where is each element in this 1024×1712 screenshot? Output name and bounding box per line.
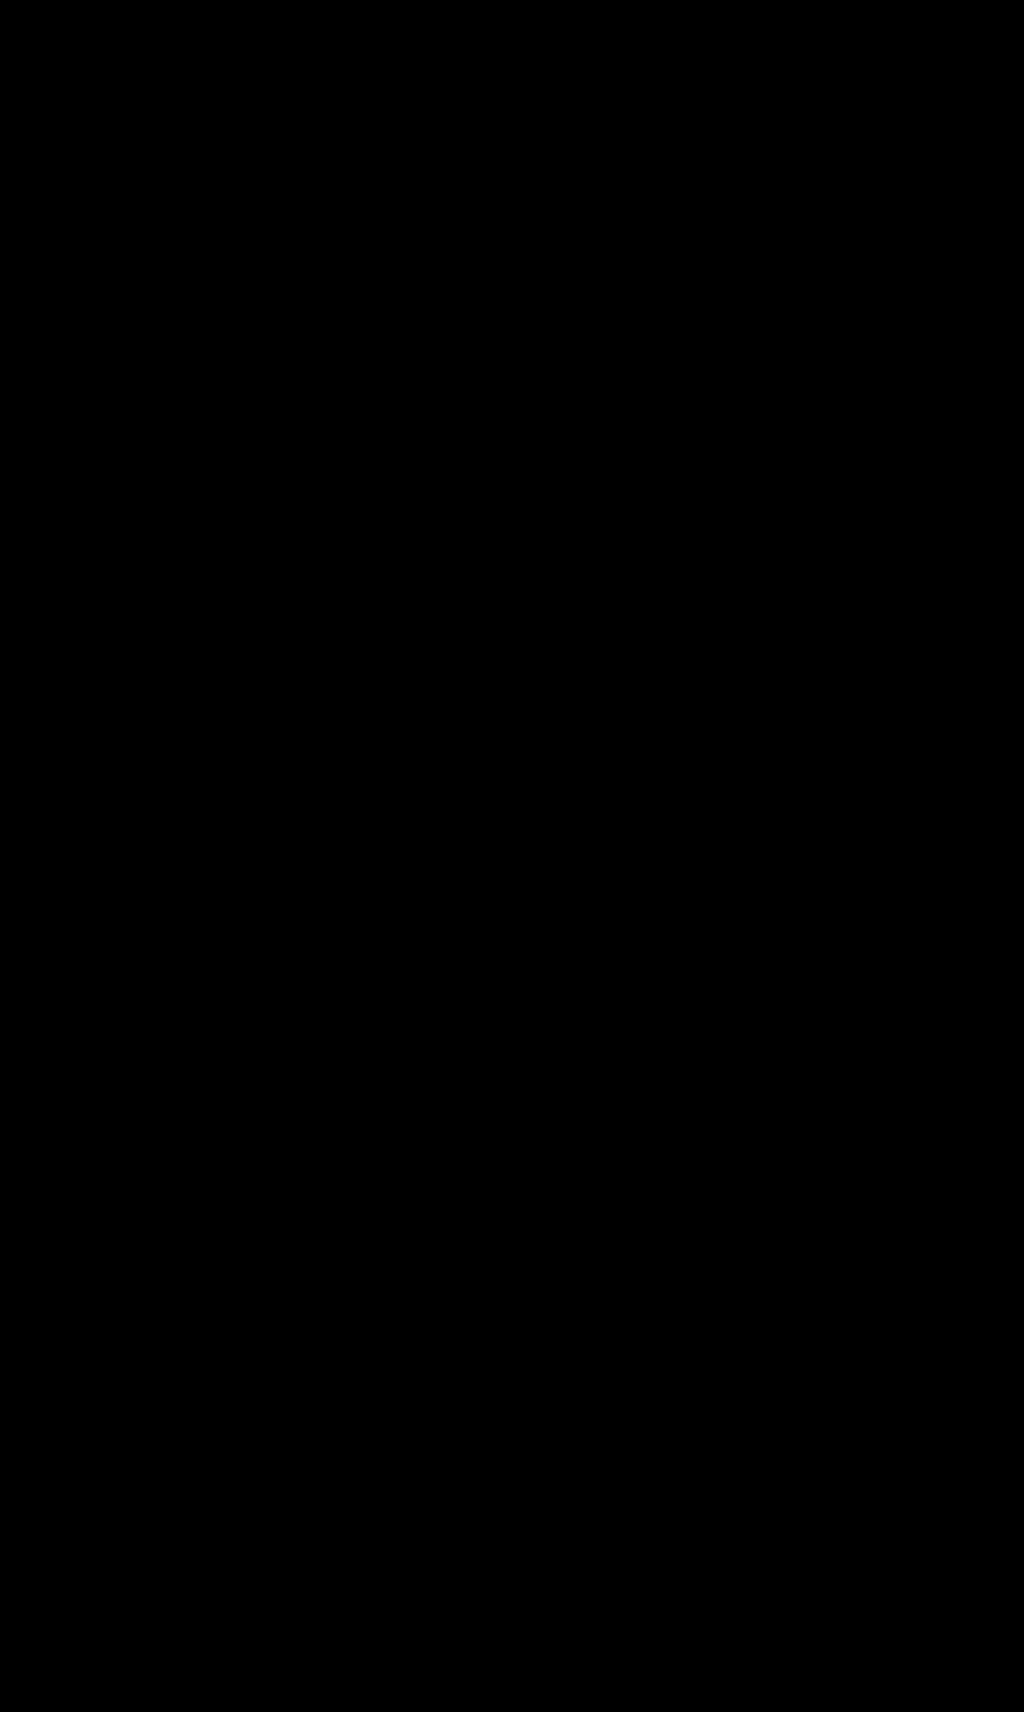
item-label: g) bbox=[67, 261, 85, 285]
item-line: 8.356.540 (osiem milionów trzysta pięćdziesiąt sześć tysięcy pięćset bbox=[162, 4, 787, 28]
section-line: zastrzeżeniem możliwości pozbawienia prawa poboru w trybie Art. 433 § 2 Kodeksu bbox=[84, 1113, 815, 1137]
section-line: Akcje mogą być umarzane w drodze obniżenia kapitału zakładowego lub z czystego bbox=[84, 1190, 810, 1214]
item-line: 10.087.026 (dziesięć milionów osiemdziesiąt siedem tysięcy dwadzieścia bbox=[162, 732, 815, 756]
item-text bbox=[162, 516, 1022, 603]
scan-speck bbox=[10, 1693, 12, 1695]
page-number: 3 bbox=[496, 1586, 507, 1610]
item-line: sześć) akcji zwykłych na okaziciela serii L o wartości nominalnej 10 gr. bbox=[162, 761, 807, 785]
item-label: f) bbox=[67, 154, 82, 178]
section-line: Pokrycie kapitału zakładowego może nastąpić przez przeniesienie do niego środków z bbox=[84, 946, 827, 970]
item-line: dwieście dziewięćdziesiąt osiem) akcji zwykłych na okaziciela serii J o wartości bbox=[162, 547, 854, 571]
item-line: 108.906.190 (sto osiem milionów dziewięćset sześć tysięcy sto bbox=[162, 623, 789, 647]
item-label: e) bbox=[67, 75, 84, 99]
item-line: wartości nominalnej 10 gr. (dziesięć groszy) każda; bbox=[162, 397, 605, 421]
item-text bbox=[162, 835, 1022, 922]
item-line: dziewięćdziesiąt) akcji serii F o wartości nominalnej 10 gr. (dziesięć groszy) bbox=[162, 290, 821, 314]
section-number: 6 bbox=[0, 1296, 11, 1320]
section-line: wpływów z emisji nad łączną wartością nominalną emitowanych akcji. bbox=[84, 1033, 696, 1057]
item-line: dziewięćdziesiąt) akcji zwykłych na okaziciela serii K o wartości nominalnej bbox=[162, 652, 826, 676]
section-line: Akcje na okaziciela nie mogą być zamienione na akcje imienne. bbox=[84, 1372, 636, 1396]
item-line: nominalnej 10 gr. (dziesięć groszy) każda. bbox=[162, 895, 526, 919]
item-line: nominalnej 10 gr. (dziesięć groszy) każda; bbox=[162, 576, 527, 600]
section-line: spółek handlowych. bbox=[84, 1142, 256, 1166]
item-line: 39.689.150 (trzydzieści dziewięć milionów sześćset osiemdziesiąt dziewięć bbox=[162, 154, 833, 178]
item-line: każda; bbox=[162, 212, 219, 236]
section-text bbox=[84, 1414, 1022, 1443]
item-text bbox=[162, 621, 1022, 708]
section-number: 8 bbox=[0, 1416, 11, 1440]
item-line: każda; bbox=[162, 319, 219, 343]
section-text bbox=[84, 1188, 1022, 1275]
section-line: zysku, pod warunkiem uzyskania uprzednio pisemnej zgody każdego z Akcjonariuszy, bbox=[84, 1219, 829, 1243]
section-line: Wszystkie akcje są akcjami zwykłymi. Na każdą akcję przypada 1 (jeden) głos na bbox=[84, 1296, 788, 1320]
item-line: 13.233.492 (słownie: trzynaście milionów dwieście trzydzieści trzy tysiące bbox=[162, 837, 808, 861]
section-text bbox=[84, 944, 1022, 1060]
item-line: 17.120.000 (siedemnaście milionów sto dwadzieścia tysięcy) akcji serii G o bbox=[162, 368, 815, 392]
section-text bbox=[84, 1294, 1022, 1352]
item-line: dwadzieścia) akcji serii D o wartości nominalnej 10 gr. (dziesięć groszy) każda; bbox=[162, 104, 849, 128]
item-label: k) bbox=[67, 623, 85, 647]
item-text bbox=[162, 73, 1022, 131]
item-text bbox=[162, 259, 1022, 346]
item-text bbox=[162, 437, 1022, 495]
section-line: powstałych z odpisów z czystego zysku lub ze środków pochodzących z nadwyżki z bbox=[84, 1004, 811, 1028]
item-line: czterysta dziewięćdziesiąt dwie) akcje zwykłe na okaziciela serii M o wartości bbox=[162, 866, 838, 890]
item-line: czterdzieści) akcji serii C o wartości nominalnej 10 gr. (dziesięć groszy) każda; bbox=[162, 33, 844, 57]
section-number: 7 bbox=[0, 1372, 11, 1396]
item-label: d) bbox=[67, 4, 85, 28]
item-label: j) bbox=[67, 518, 81, 542]
item-line: tysięcy sto pięćdziesiąt) akcji E o wartości nominalnej 10 gr. (dziesięć groszy) bbox=[162, 183, 836, 207]
item-line: nominalnej 10 gr. (dziesięć groszy) każda; bbox=[162, 468, 527, 492]
item-label: i) bbox=[67, 439, 81, 463]
item-label: l) bbox=[67, 732, 81, 756]
item-line: (dziesięć groszy) każda ; oraz bbox=[162, 790, 418, 814]
item-line: 31.937.298 (trzydzieści jeden milionów dziewięćset trzydzieści siedem tysięcy bbox=[162, 518, 841, 542]
section-line: kapitału zapasowego, rezerwowego lub innych kapitałów lub funduszy celowych bbox=[84, 975, 818, 999]
item-line: 3.571.790 (trzy miliony pięćset siedemdziesiąt jeden tysięcy siedemset bbox=[162, 261, 811, 285]
section-text bbox=[84, 1370, 1022, 1399]
item-line: 10 gr. (dziesięć groszy) każda bbox=[162, 681, 419, 705]
section-line: Akcjonariuszom przysługuje prawo poboru w stosunku do akcji nowych emisji, z bbox=[84, 1084, 811, 1108]
item-line: 9.961.620 (dziewięć milionów dziewięćset sześćdziesiąt jeden tysięcy sześćset bbox=[162, 75, 840, 99]
section-number: 3 bbox=[0, 946, 11, 970]
item-text bbox=[162, 730, 1022, 817]
section-number: 4 bbox=[0, 1084, 11, 1108]
item-text bbox=[162, 366, 1022, 424]
section-line: Walnym Zgromadzeniu. bbox=[84, 1325, 293, 1349]
section-text bbox=[84, 1082, 1022, 1169]
item-text bbox=[162, 152, 1022, 239]
section-number: 5 bbox=[0, 1190, 11, 1214]
item-text bbox=[162, 2, 1022, 60]
section-line: którego akcje mają zostać umorzone. bbox=[84, 1248, 404, 1272]
item-label: m) bbox=[67, 837, 91, 861]
item-label: h) bbox=[67, 368, 85, 392]
section-line: Spółka może emitować obligacje, łącznie z obligacjami zamiennymi na akcje. bbox=[84, 1416, 756, 1440]
item-line: 100.000.000 (sto milionów) akcji zwykłych na okaziciela serii I o wartości bbox=[162, 439, 806, 463]
